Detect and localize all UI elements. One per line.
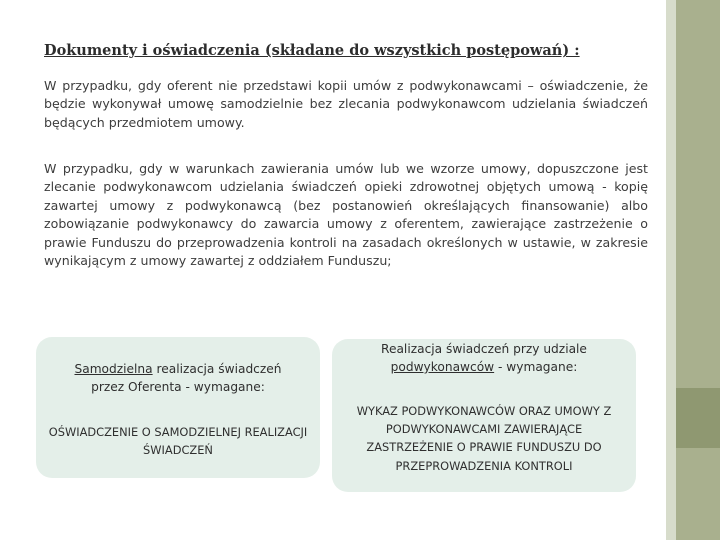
paragraph-self-execution: W przypadku, gdy oferent nie przedstawi kopii umów z podwykonawcami – oświadczenie, że będzie wykonywał umowę samodzielnie bez zlecania podwykonawcom udzielania świadczeń będących przedmiotem umowy. xyxy=(44,78,648,130)
paragraph-subcontracting: W przypadku, gdy w warunkach zawierania umów lub we wzorze umowy, dopuszczone jest zlecanie podwykonawcom udzielania świadczeń opieki zdrowotnej objętych umową - kopię zawartej umowy z podwykonawcą (bez postanowień określających finansowanie) albo zobowiązanie podwykonawcy do zawarcia umowy z oferentem, zawierające zastrzeżenie o prawie Funduszu do przeprowadzenia kontroli na zasadach określonych w ustawie, w zakresie wynikającym z umowy zawartej z oddziałem Funduszu; xyxy=(44,161,648,269)
sidebar-accent-block xyxy=(676,388,720,448)
subcontractors-underlined: podwykonawców xyxy=(390,360,495,374)
self-execution-heading xyxy=(36,360,320,396)
subcontractors-box xyxy=(332,339,636,492)
self-execution-heading-line2: przez Oferenta - wymagane: xyxy=(91,380,265,394)
self-execution-statement: OŚWIADCZENIE O SAMODZIELNEJ REALIZACJI ŚWIADCZEŃ xyxy=(48,425,308,458)
slide-title: Dokumenty i oświadczenia (składane do wszystkich postępowań) : xyxy=(44,42,580,59)
subcontractors-heading xyxy=(332,340,636,376)
sidebar-decoration xyxy=(676,0,720,540)
subcontractors-heading-rest: - wymagane: xyxy=(494,360,578,374)
self-execution-box xyxy=(36,337,320,478)
self-execution-underlined: Samodzielna xyxy=(74,362,153,376)
subcontractors-statement: WYKAZ PODWYKONAWCÓW ORAZ UMOWY Z PODWYKONAWCAMI ZAWIERAJĄCE ZASTRZEŻENIE O PRAWIE FUNDUSZU DO PRZEPROWADZENIA KONTROLI xyxy=(356,404,612,473)
sidebar-light-strip xyxy=(666,0,676,540)
subcontractors-heading-line1: Realizacja świadczeń przy udziale xyxy=(381,342,587,356)
self-execution-heading-rest: realizacja świadczeń xyxy=(152,362,282,376)
